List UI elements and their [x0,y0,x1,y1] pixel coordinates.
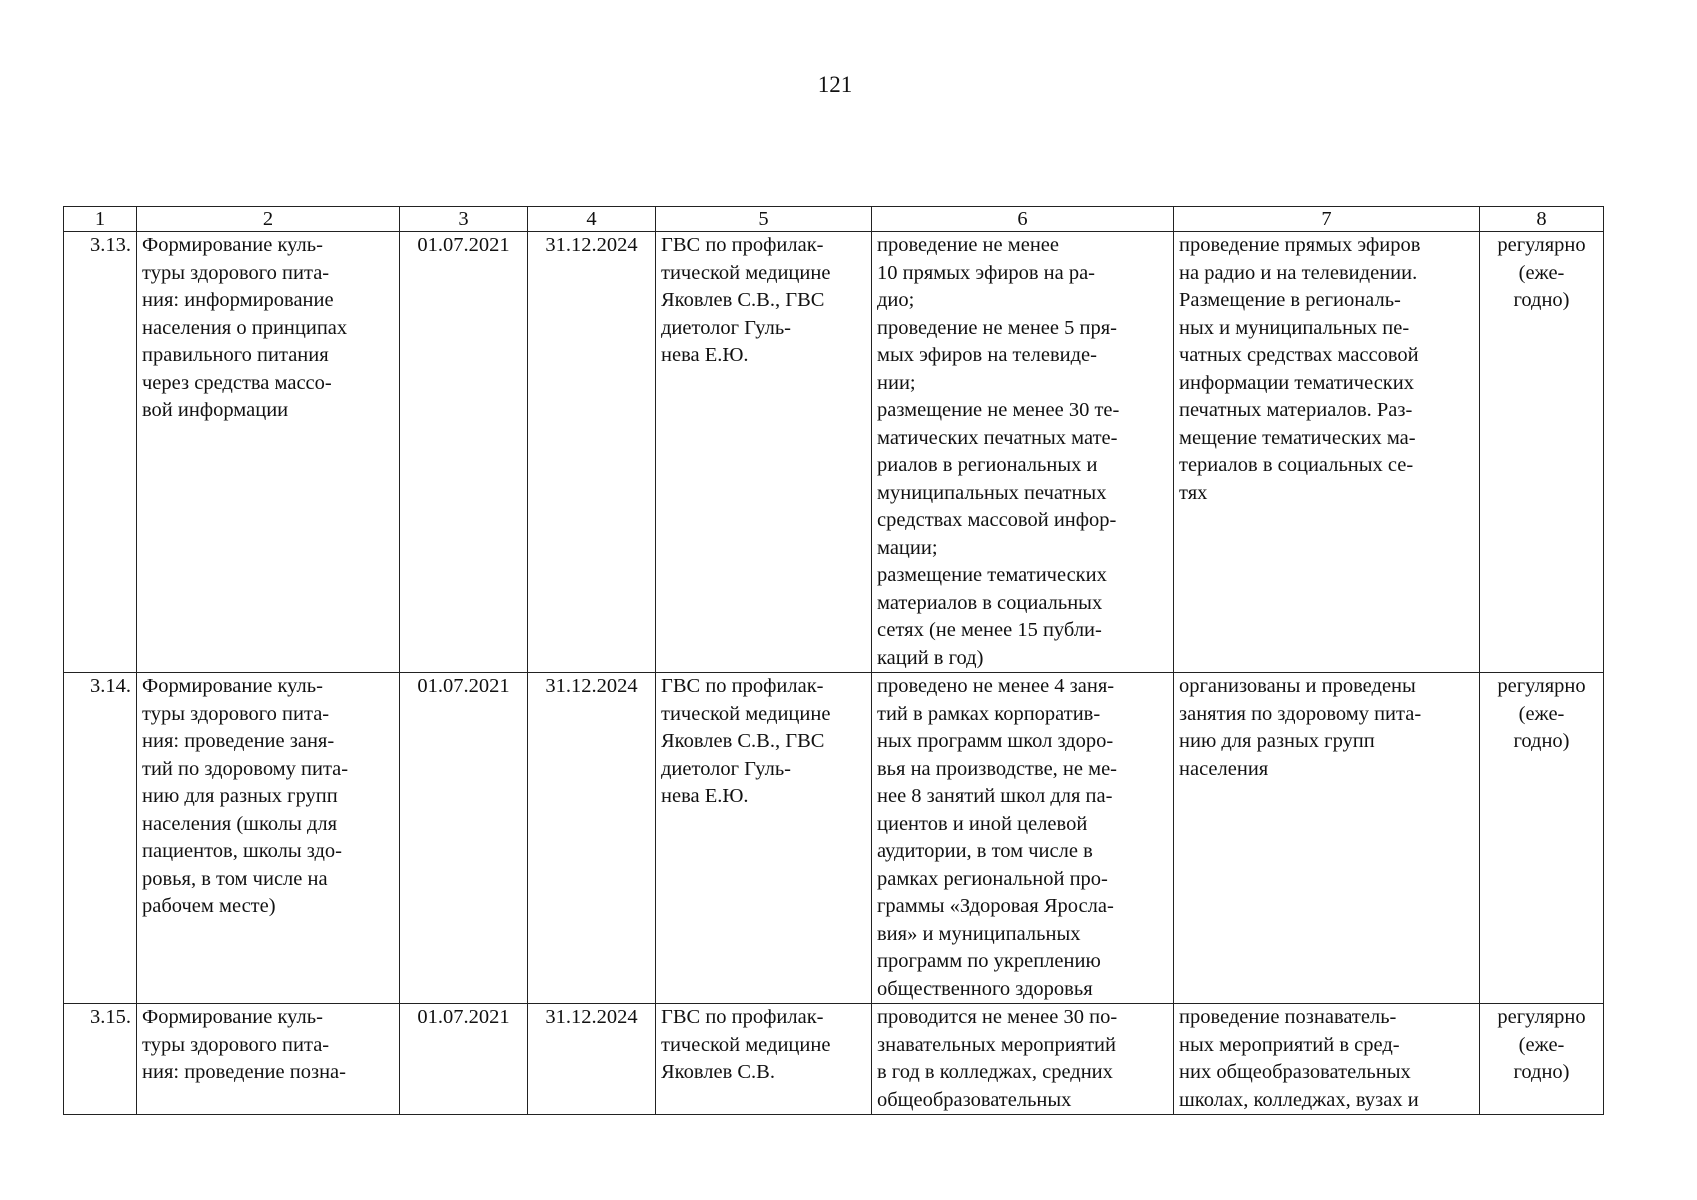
indicator-description: проведение не менее 10 прямых эфиров на ра- дио; проведение не менее 5 пря- мых эфиров на телевиде- нии; размещение не менее 30 те- матических печатных мате- риалов в региональных и муниципальных печатных средствах массовой инфор- мации; размещение тематических материалов в социальных сетях (не менее 15 публи- каций в год) [872,232,1174,673]
responsible-person: ГВС по профилак- тической медицине Яковлев С.В., ГВС диетолог Гуль- нева Е.Ю. [656,673,872,1004]
table-row [64,1004,1604,1115]
end-date: 31.12.2024 [528,232,656,673]
column-header-7: 7 [1174,207,1480,232]
activity-name: Формирование куль- туры здорового пита- ния: информирование населения о принципах правильного питания через средства массо- вой информации [137,232,400,673]
activity-name: Формирование куль- туры здорового пита- ния: проведение позна- [137,1004,400,1115]
column-header-8: 8 [1480,207,1604,232]
item-number: 3.15. [64,1004,137,1115]
table-row [64,673,1604,1004]
end-date: 31.12.2024 [528,1004,656,1115]
activities-table [63,206,1604,1115]
responsible-person: ГВС по профилак- тической медицине Яковлев С.В., ГВС диетолог Гуль- нева Е.Ю. [656,232,872,673]
start-date: 01.07.2021 [400,673,528,1004]
expected-result: проведение прямых эфиров на радио и на телевидении. Размещение в региональ- ных и муниципальных пе- чатных средствах массовой информации тематических печатных материалов. Раз- мещение тематических ма- териалов в социальных се- тях [1174,232,1480,673]
indicator-description: проводится не менее 30 по- знавательных мероприятий в год в колледжах, средних общеобразовательных [872,1004,1174,1115]
column-number-header-row [64,207,1604,232]
expected-result: проведение познаватель- ных мероприятий в сред- них общеобразовательных школах, колледжах, вузах и [1174,1004,1480,1115]
expected-result: организованы и проведены занятия по здоровому пита- нию для разных групп населения [1174,673,1480,1004]
indicator-description: проведено не менее 4 заня- тий в рамках корпоратив- ных программ школ здоро- вья на производстве, не ме- нее 8 занятий школ для па- циентов и иной целевой аудитории, в том числе в рамках региональной про- граммы «Здоровая Яросла- вия» и муниципальных программ по укреплению общественного здоровья [872,673,1174,1004]
item-number: 3.13. [64,232,137,673]
item-number: 3.14. [64,673,137,1004]
column-header-4: 4 [528,207,656,232]
activity-name: Формирование куль- туры здорового пита- ния: проведение заня- тий по здоровому пита- нию для разных групп населения (школы для пациентов, школы здо- ровья, в том числе на рабочем месте) [137,673,400,1004]
end-date: 31.12.2024 [528,673,656,1004]
column-header-5: 5 [656,207,872,232]
page-number: 121 [817,72,853,97]
responsible-person: ГВС по профилак- тической медицине Яковлев С.В. [656,1004,872,1115]
start-date: 01.07.2021 [400,232,528,673]
column-header-1: 1 [64,207,137,232]
column-header-3: 3 [400,207,528,232]
control-period: регулярно (еже- годно) [1480,673,1604,1004]
column-header-6: 6 [872,207,1174,232]
start-date: 01.07.2021 [400,1004,528,1115]
table-row [64,232,1604,673]
column-header-2: 2 [137,207,400,232]
control-period: регулярно (еже- годно) [1480,232,1604,673]
control-period: регулярно (еже- годно) [1480,1004,1604,1115]
